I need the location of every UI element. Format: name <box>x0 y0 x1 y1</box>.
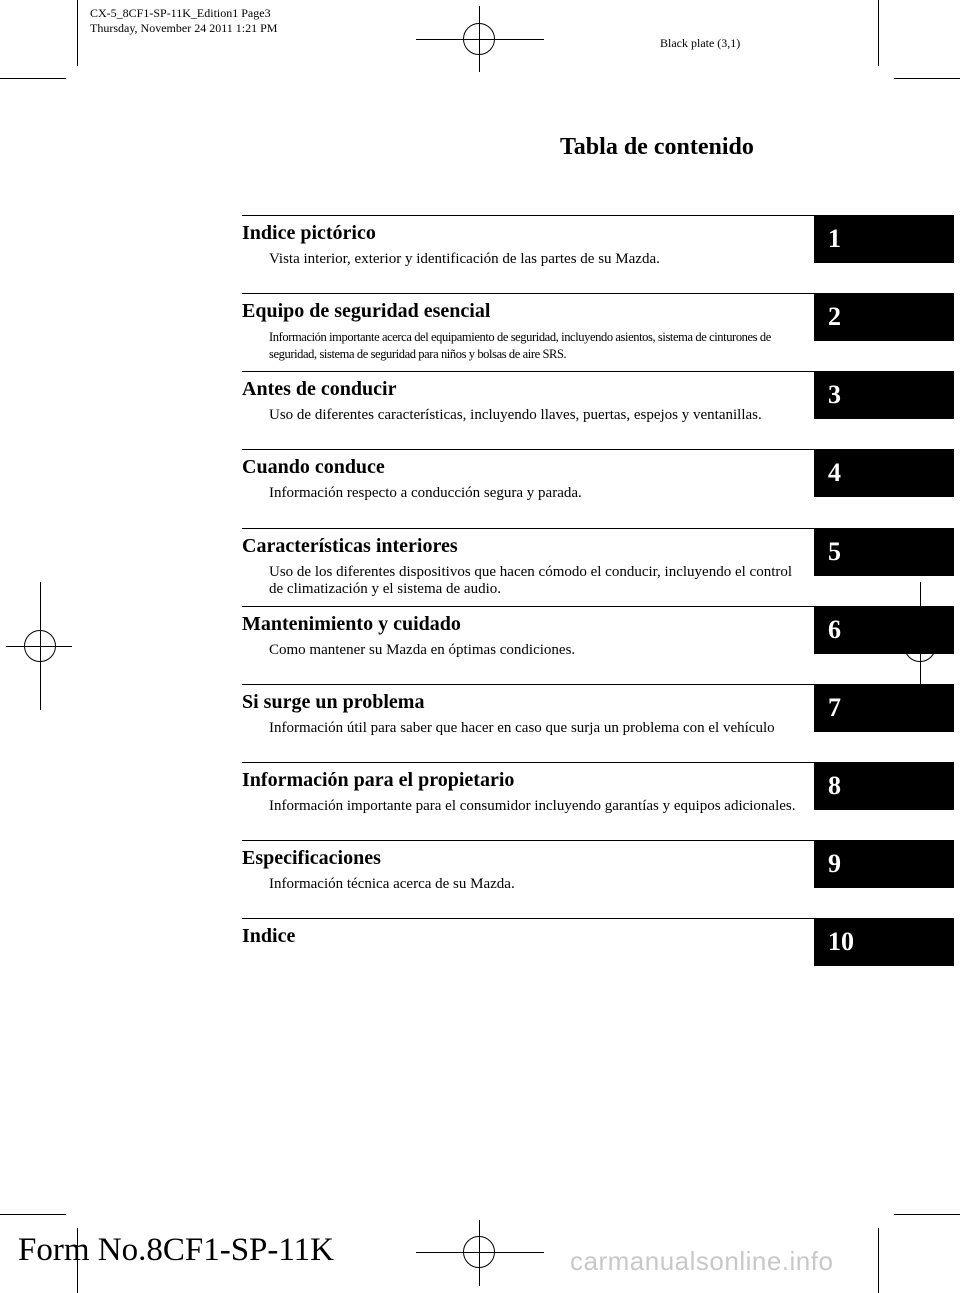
chapter-tab[interactable] <box>814 762 954 810</box>
watermark: carmanualsonline.info <box>570 1246 834 1276</box>
toc-divider <box>242 449 828 450</box>
chapter-number: 4 <box>828 458 841 487</box>
toc-divider <box>242 293 828 294</box>
toc-divider <box>242 684 828 685</box>
toc-description: Uso de los diferentes dispositivos que hacen cómodo el conducir, incluyendo el control de climatización y el sistema de audio. <box>269 564 793 597</box>
chapter-tab[interactable] <box>814 371 954 419</box>
chapter-tab[interactable] <box>814 293 954 341</box>
toc-entry[interactable] <box>242 215 954 295</box>
toc-heading[interactable]: Equipo de seguridad esencial <box>242 300 491 322</box>
chapter-number: 3 <box>828 380 841 409</box>
chapter-number: 10 <box>828 927 854 956</box>
toc-heading[interactable]: Mantenimiento y cuidado <box>242 613 461 635</box>
chapter-tab[interactable] <box>814 215 954 263</box>
toc-heading[interactable]: Características interiores <box>242 535 458 557</box>
toc-heading[interactable]: Antes de conducir <box>242 378 397 400</box>
page-title: Tabla de contenido <box>560 134 754 160</box>
toc-divider <box>242 528 828 529</box>
toc-entry[interactable] <box>242 684 954 764</box>
toc-description: Información importante para el consumidor incluyendo garantías y equipos adicionales. <box>269 798 796 814</box>
toc-divider <box>242 840 828 841</box>
toc-entry[interactable] <box>242 762 954 842</box>
toc-divider <box>242 215 828 216</box>
chapter-number: 7 <box>828 693 841 722</box>
toc-description: Como mantener su Mazda en óptimas condiciones. <box>269 642 576 658</box>
toc-entry[interactable] <box>242 918 954 998</box>
chapter-tab[interactable] <box>814 918 954 966</box>
toc-heading[interactable]: Indice <box>242 925 296 947</box>
toc-divider <box>242 371 828 372</box>
form-number: Form No.8CF1-SP-11K <box>18 1232 334 1268</box>
toc-description: Uso de diferentes características, incluyendo llaves, puertas, espejos y ventanillas. <box>269 407 762 423</box>
toc-divider <box>242 762 828 763</box>
toc-heading[interactable]: Indice pictórico <box>242 222 376 244</box>
chapter-tab[interactable] <box>814 449 954 497</box>
print-date-label: Thursday, November 24 2011 1:21 PM <box>90 21 278 35</box>
chapter-number: 2 <box>828 302 841 331</box>
toc-divider <box>242 918 828 919</box>
toc-heading[interactable]: Especificaciones <box>242 847 381 869</box>
toc-entry[interactable] <box>242 528 954 608</box>
toc-entry[interactable] <box>242 840 954 920</box>
chapter-number: 6 <box>828 615 841 644</box>
toc-heading[interactable]: Si surge un problema <box>242 691 425 713</box>
chapter-tab[interactable] <box>814 684 954 732</box>
chapter-number: 9 <box>828 849 841 878</box>
chapter-tab[interactable] <box>814 528 954 576</box>
chapter-number: 1 <box>828 224 841 253</box>
chapter-tab[interactable] <box>814 606 954 654</box>
toc-description: Vista interior, exterior y identificación de las partes de su Mazda. <box>269 251 660 267</box>
toc-entry[interactable] <box>242 449 954 529</box>
toc-heading[interactable]: Cuando conduce <box>242 456 385 478</box>
plate-label: Black plate (3,1) <box>660 36 741 50</box>
print-file-label: CX-5_8CF1-SP-11K_Edition1 Page3 <box>90 6 271 20</box>
chapter-number: 5 <box>828 537 841 566</box>
chapter-tab[interactable] <box>814 840 954 888</box>
toc-entry[interactable] <box>242 371 954 451</box>
toc-description: Información respecto a conducción segura y parada. <box>269 485 582 501</box>
toc-description: Información técnica acerca de su Mazda. <box>269 876 515 892</box>
toc-description: Información importante acerca del equipamiento de seguridad, incluyendo asientos, sistema de cinturones de seguridad, sistema de seguridad para niños y bolsas de aire SRS. <box>269 330 771 361</box>
chapter-number: 8 <box>828 771 841 800</box>
toc-divider <box>242 606 828 607</box>
toc-heading[interactable]: Información para el propietario <box>242 769 515 791</box>
toc-description: Información útil para saber que hacer en caso que surja un problema con el vehículo <box>269 720 775 736</box>
toc-entry[interactable] <box>242 293 954 373</box>
toc-entry[interactable] <box>242 606 954 686</box>
